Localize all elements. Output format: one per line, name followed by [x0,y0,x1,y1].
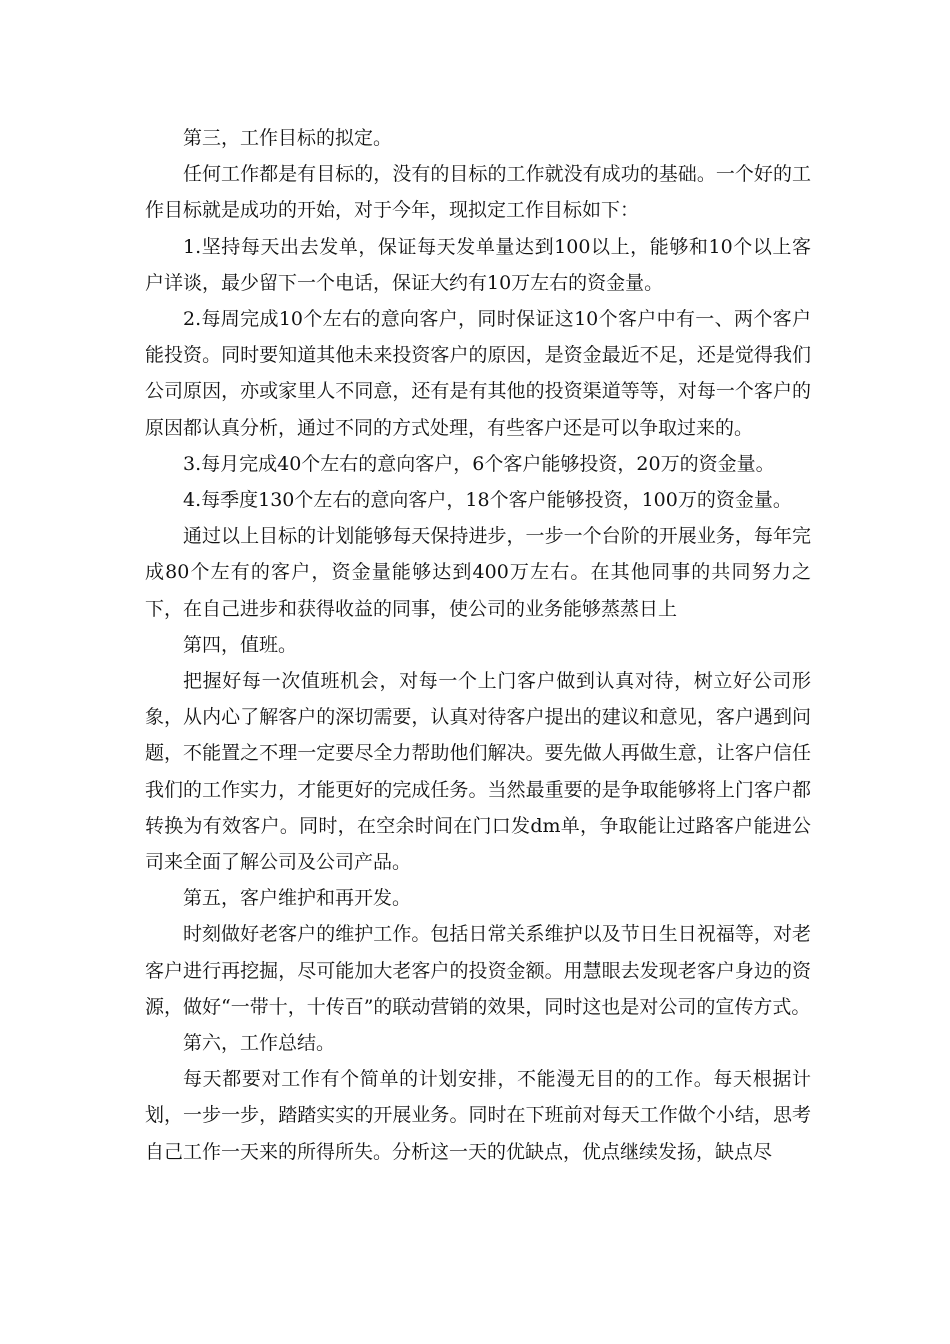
section-heading-6: 第六，工作总结。 [183,1032,336,1055]
paragraph-goal-3: 3.每月完成40个左右的意向客户，6个客户能够投资，20万的资金量。 [183,452,775,475]
paragraph-goals-summary: 通过以上目标的计划能够每天保持进步，一步一个台阶的开展业务，每年完成80个左有的客户，资金量能够达到400万左右。在其他同事的共同努力之下，在自己进步和获得收益的同事，使公司的业务能够蒸蒸日上 [145,525,811,620]
paragraph-goals-intro: 任何工作都是有目标的，没有的目标的工作就没有成功的基础。一个好的工作目标就是成功的开始，对于今年，现拟定工作目标如下： [145,163,811,222]
section-heading-5: 第五，客户维护和再开发。 [183,887,412,910]
section-heading-4: 第四，值班。 [183,633,298,656]
document-body [145,120,811,1170]
paragraph-goal-2: 2.每周完成10个左右的意向客户，同时保证这10个客户中有一、两个客户能投资。同时要知道其他未来投资客户的原因，是资金最近不足，还是觉得我们公司原因，亦或家里人不同意，还有是有其他的投资渠道等等，对每一个客户的原因都认真分析，通过不同的方式处理，有些客户还是可以争取过来的。 [145,308,811,439]
paragraph-duty: 把握好每一次值班机会，对每一个上门客户做到认真对待，树立好公司形象，从内心了解客户的深切需要，认真对待客户提出的建议和意见，客户遇到问题，不能置之不理一定要尽全力帮助他们解决。要先做人再做生意，让客户信任我们的工作实力，才能更好的完成任务。当然最重要的是争取能够将上门客户都转换为有效客户。同时，在空余时间在门口发dm单，争取能让过路客户能进公司来全面了解公司及公司产品。 [145,670,811,874]
paragraph-client-maintenance: 时刻做好老客户的维护工作。包括日常关系维护以及节日生日祝福等，对老客户进行再挖掘，尽可能加大老客户的投资金额。用慧眼去发现老客户身边的资源，做好“一带十，十传百”的联动营销的效果，同时这也是对公司的宣传方式。 [145,923,811,1018]
paragraph-goal-4: 4.每季度130个左右的意向客户，18个客户能够投资，100万的资金量。 [183,489,792,512]
paragraph-goal-1: 1.坚持每天出去发单，保证每天发单量达到100以上，能够和10个以上客户详谈，最少留下一个电话，保证大约有10万左右的资金量。 [145,235,811,294]
paragraph-work-summary: 每天都要对工作有个简单的计划安排，不能漫无目的的工作。每天根据计划，一步一步，踏踏实实的开展业务。同时在下班前对每天工作做个小结，思考自己工作一天来的所得所失。分析这一天的优缺点，优点继续发扬，缺点尽 [145,1068,811,1163]
section-heading-3: 第三，工作目标的拟定。 [183,127,393,149]
